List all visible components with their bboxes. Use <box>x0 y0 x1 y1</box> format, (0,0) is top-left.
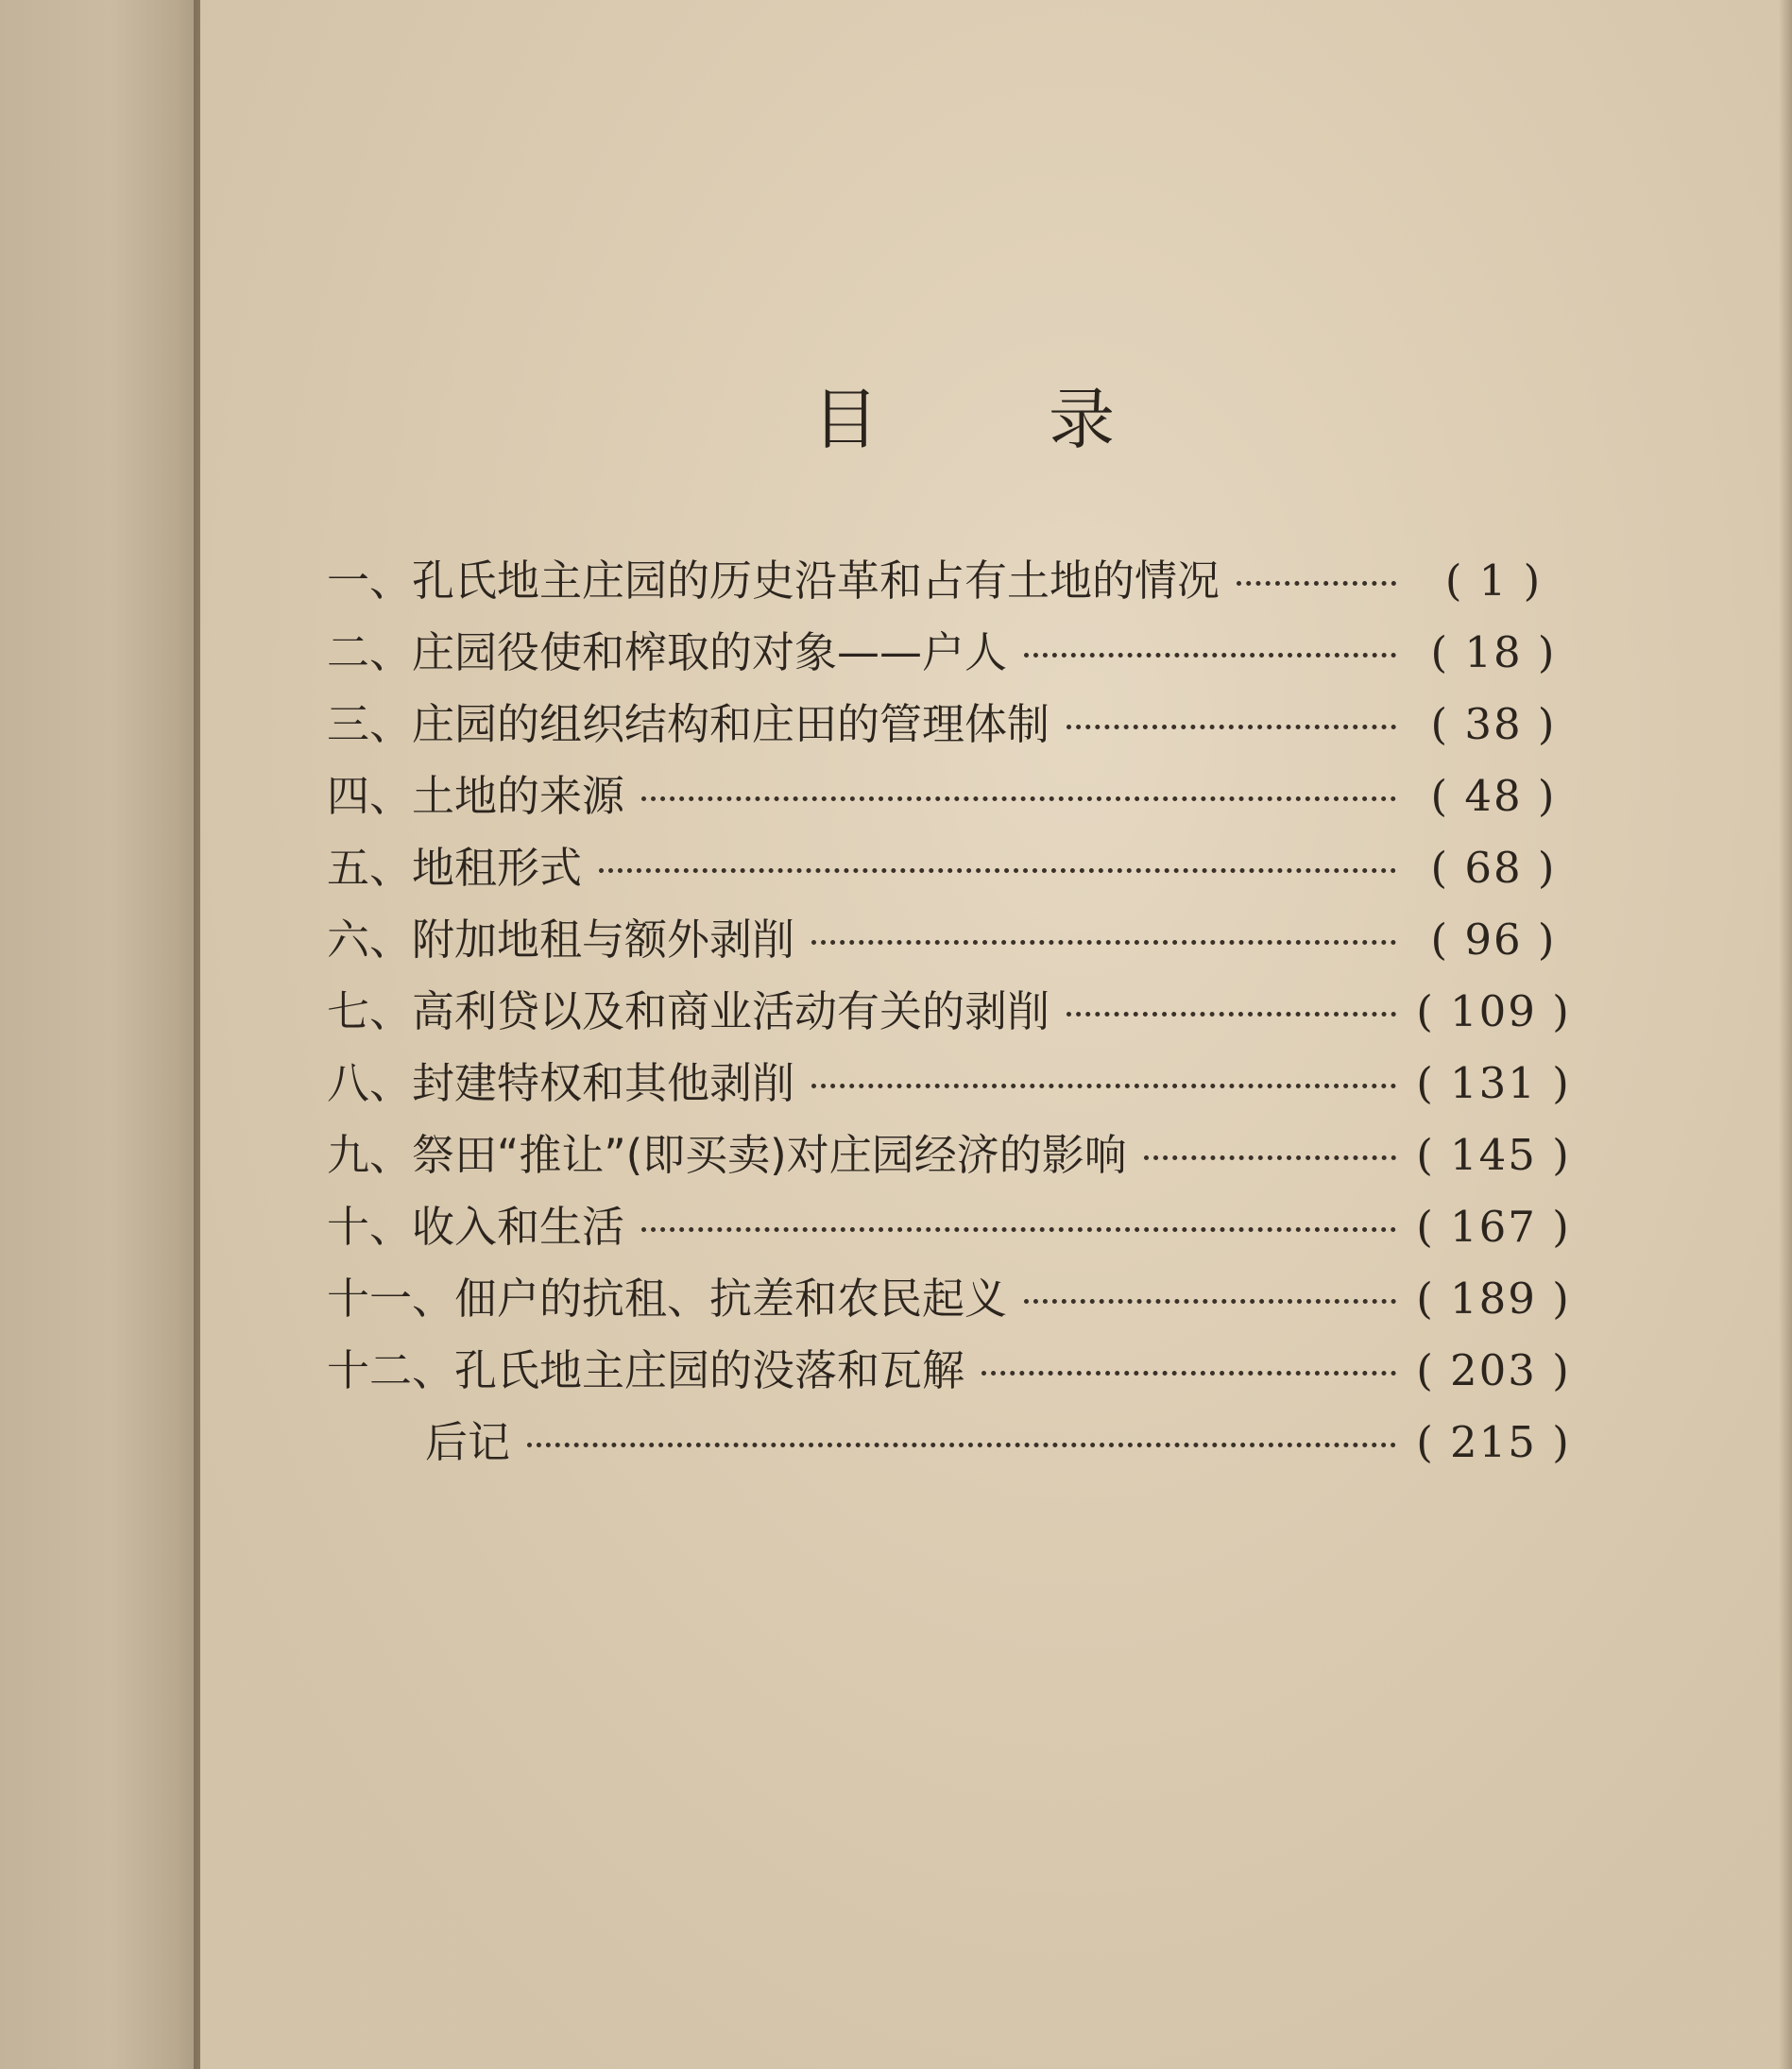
dot-leader <box>1067 1012 1396 1017</box>
dot-leader <box>1067 725 1396 729</box>
toc-entry-8[interactable] <box>327 1049 1574 1120</box>
toc-entry-title: 七、高利贷以及和商业活动有关的剥削 <box>327 986 1050 1036</box>
toc-entry-page: ( 96 ) <box>1430 915 1557 965</box>
title-char-right: 录 <box>1049 381 1115 458</box>
toc-entry-title: 后记 <box>425 1417 511 1467</box>
toc-entry-page: ( 145 ) <box>1416 1130 1571 1180</box>
toc-entry-page: ( 48 ) <box>1430 771 1557 821</box>
toc-entry-page: ( 68 ) <box>1430 843 1557 893</box>
toc-entry-7[interactable] <box>327 977 1574 1049</box>
toc-entry-3[interactable] <box>327 690 1574 761</box>
toc-entry-11[interactable] <box>327 1264 1574 1336</box>
toc-entry-title: 八、封建特权和其他剥削 <box>327 1058 795 1108</box>
toc-entry-afterword[interactable] <box>327 1408 1574 1479</box>
toc-entry-title: 十二、孔氏地主庄园的没落和瓦解 <box>327 1345 965 1395</box>
toc-entry-title: 三、庄园的组织结构和庄田的管理体制 <box>327 699 1050 749</box>
dot-leader <box>981 1371 1396 1376</box>
toc-entry-9[interactable] <box>327 1120 1574 1192</box>
toc-entry-title: 四、土地的来源 <box>327 771 625 821</box>
toc-entry-title: 六、附加地租与额外剥削 <box>327 915 795 965</box>
toc-entry-title: 二、庄园役使和榨取的对象——户人 <box>327 627 1008 677</box>
dot-leader <box>1024 1299 1396 1304</box>
toc-entry-4[interactable] <box>327 761 1574 833</box>
toc-entry-10[interactable] <box>327 1192 1574 1264</box>
toc-entry-page: ( 189 ) <box>1416 1274 1571 1324</box>
left-facing-page <box>0 0 200 2069</box>
toc-entry-title: 十一、佃户的抗租、抗差和农民起义 <box>327 1274 1008 1324</box>
toc-entry-1[interactable] <box>327 546 1574 618</box>
dot-leader <box>1237 581 1396 586</box>
toc-entry-title: 五、地租形式 <box>327 843 583 893</box>
table-of-contents <box>327 546 1574 1479</box>
dot-leader <box>811 1084 1396 1088</box>
toc-entry-5[interactable] <box>327 833 1574 905</box>
toc-entry-page: ( 18 ) <box>1430 627 1557 677</box>
title-char-left: 目 <box>812 381 879 458</box>
toc-entry-page: ( 215 ) <box>1416 1417 1571 1467</box>
toc-entry-page: ( 203 ) <box>1416 1345 1571 1395</box>
toc-entry-title: 一、孔氏地主庄园的历史沿革和占有土地的情况 <box>327 556 1220 606</box>
toc-entry-page: ( 1 ) <box>1444 556 1543 606</box>
dot-leader <box>811 940 1396 945</box>
toc-entry-title: 十、收入和生活 <box>327 1202 625 1252</box>
toc-entry-title: 九、祭田“推让”(即买卖)对庄园经济的影响 <box>327 1130 1127 1180</box>
toc-entry-page: ( 131 ) <box>1416 1058 1571 1108</box>
dot-leader <box>1144 1155 1396 1160</box>
dot-leader <box>641 796 1396 801</box>
dot-leader <box>599 868 1396 873</box>
toc-entry-12[interactable] <box>327 1336 1574 1408</box>
page-right-edge <box>1779 0 1792 2069</box>
dot-leader <box>641 1227 1396 1232</box>
toc-entry-2[interactable] <box>327 618 1574 690</box>
dot-leader <box>527 1443 1396 1447</box>
toc-entry-page: ( 109 ) <box>1416 986 1571 1036</box>
page-title <box>812 367 1115 462</box>
dot-leader <box>1024 653 1396 658</box>
toc-entry-page: ( 167 ) <box>1416 1202 1571 1252</box>
toc-entry-page: ( 38 ) <box>1430 699 1557 749</box>
toc-entry-6[interactable] <box>327 905 1574 977</box>
